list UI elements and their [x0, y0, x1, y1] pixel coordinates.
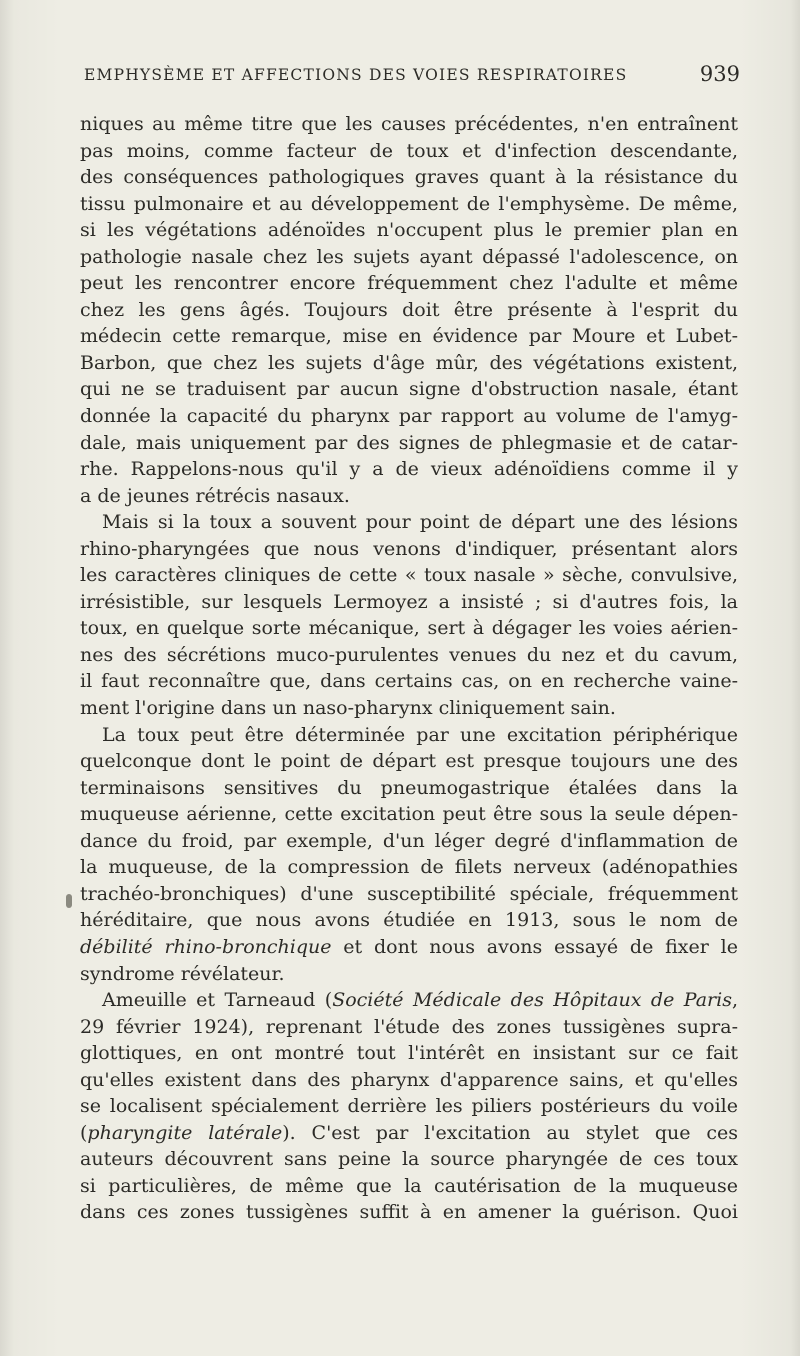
line-text: ( [80, 1121, 88, 1144]
text-line: toux, en quelque sorte mécanique, sert à dégager les voies aérien- [80, 617, 738, 640]
text-line: il faut reconnaître que, dans certains cas, on en recherche vaine- [80, 670, 738, 693]
text-line [80, 1120, 738, 1147]
text-line: peut les rencontrer encore fréquemment chez l'adulte et même [80, 272, 738, 295]
text-line: rhino-pharyngées que nous venons d'indiquer, présentant alors [80, 537, 738, 560]
page-header [84, 62, 740, 92]
text-line: auteurs découvrent sans peine la source pharyngée de ces toux [80, 1148, 738, 1171]
line-text: et dont nous avons essayé de fixer le [331, 935, 738, 958]
text-line: muqueuse aérienne, cette excitation peut être sous la seule dépen- [80, 803, 738, 826]
text-line: dale, mais uniquement par des signes de phlegmasie et de catar- [80, 431, 738, 454]
text-line: terminaisons sensitives du pneumogastrique étalées dans la [80, 776, 738, 799]
text-line: tissu pulmonaire et au développement de l'emphysème. De même, [80, 192, 738, 215]
text-line: qu'elles existent dans des pharynx d'apparence sains, et qu'elles [80, 1068, 738, 1091]
text-line: niques au même titre que les causes précédentes, n'en entraînent [80, 113, 738, 135]
text-line: donnée la capacité du pharynx par rapport au volume de l'amyg- [80, 405, 738, 428]
text-line: pas moins, comme facteur de toux et d'infection descendante, [80, 139, 738, 162]
text-line: glottiques, en ont montré tout l'intérêt en insistant sur ce fait [80, 1042, 738, 1065]
text-line: les caractères cliniques de cette « toux nasale » sèche, convulsive, [80, 564, 738, 587]
text-line: qui ne se traduisent par aucun signe d'obstruction nasale, étant [80, 378, 738, 401]
italic-term: pharyngite latérale [87, 1121, 283, 1144]
body-text [80, 111, 738, 1226]
line-text: , [731, 989, 738, 1012]
text-line: irrésistible, sur lesquels Lermoyez a insisté ; si d'autres fois, la [80, 590, 738, 613]
text-line: quelconque dont le point de départ est presque toujours une des [80, 750, 738, 773]
text-line: ment l'origine dans un naso-pharynx cliniquement sain. [80, 697, 616, 720]
text-line [80, 934, 738, 961]
italic-citation: Société Médicale des Hôpitaux de Paris [332, 989, 732, 1012]
line-text: Ameuille et Tarneaud ( [102, 989, 333, 1012]
text-line: a de jeunes rétrécis nasaux. [80, 484, 350, 507]
text-line: si les végétations adénoïdes n'occupent plus le premier plan en [80, 219, 738, 242]
text-line: médecin cette remarque, mise en évidence par Moure et Lubet- [80, 325, 738, 348]
text-line: Barbon, que chez les sujets d'âge mûr, des végétations existent, [80, 351, 738, 374]
text-line: héréditaire, que nous avons étudiée en 1913, sous le nom de [80, 909, 738, 932]
text-line: la muqueuse, de la compression de filets nerveux (adénopathies [80, 856, 738, 879]
text-line: rhe. Rappelons-nous qu'il y a de vieux adénoïdiens comme il y [80, 458, 738, 481]
italic-term: débilité rhino-bronchique [80, 935, 332, 958]
text-line: pathologie nasale chez les sujets ayant dépassé l'adolescence, on [80, 245, 738, 268]
text-line [80, 987, 738, 1014]
text-line: se localisent spécialement derrière les piliers postérieurs du voile [80, 1095, 738, 1118]
running-title: EMPHYSÈME ET AFFECTIONS DES VOIES RESPIRATOIRES [84, 66, 628, 84]
text-line: nes des sécrétions muco-purulentes venues du nez et du cavum, [80, 643, 738, 666]
text-line: dance du froid, par exemple, d'un léger degré d'inflammation de [80, 829, 738, 852]
text-line: si particulières, de même que la cautérisation de la muqueuse [80, 1174, 738, 1197]
text-line: 29 février 1924), reprenant l'étude des zones tussigènes supra- [80, 1015, 738, 1038]
page-number: 939 [699, 62, 740, 86]
text-line: dans ces zones tussigènes suffit à en amener la guérison. Quoi [80, 1201, 738, 1224]
line-text: ). C'est par l'excitation au stylet que ces [282, 1121, 738, 1144]
text-line: trachéo-bronchiques) d'une susceptibilité spéciale, fréquemment [80, 882, 738, 905]
margin-ink-mark [66, 894, 72, 908]
text-line: syndrome révélateur. [80, 962, 285, 985]
text-line: Mais si la toux a souvent pour point de départ une des lésions [102, 511, 738, 534]
text-line: des conséquences pathologiques graves quant à la résistance du [80, 166, 738, 189]
text-line: La toux peut être déterminée par une excitation périphérique [102, 723, 738, 746]
text-line: chez les gens âgés. Toujours doit être présente à l'esprit du [80, 298, 738, 321]
